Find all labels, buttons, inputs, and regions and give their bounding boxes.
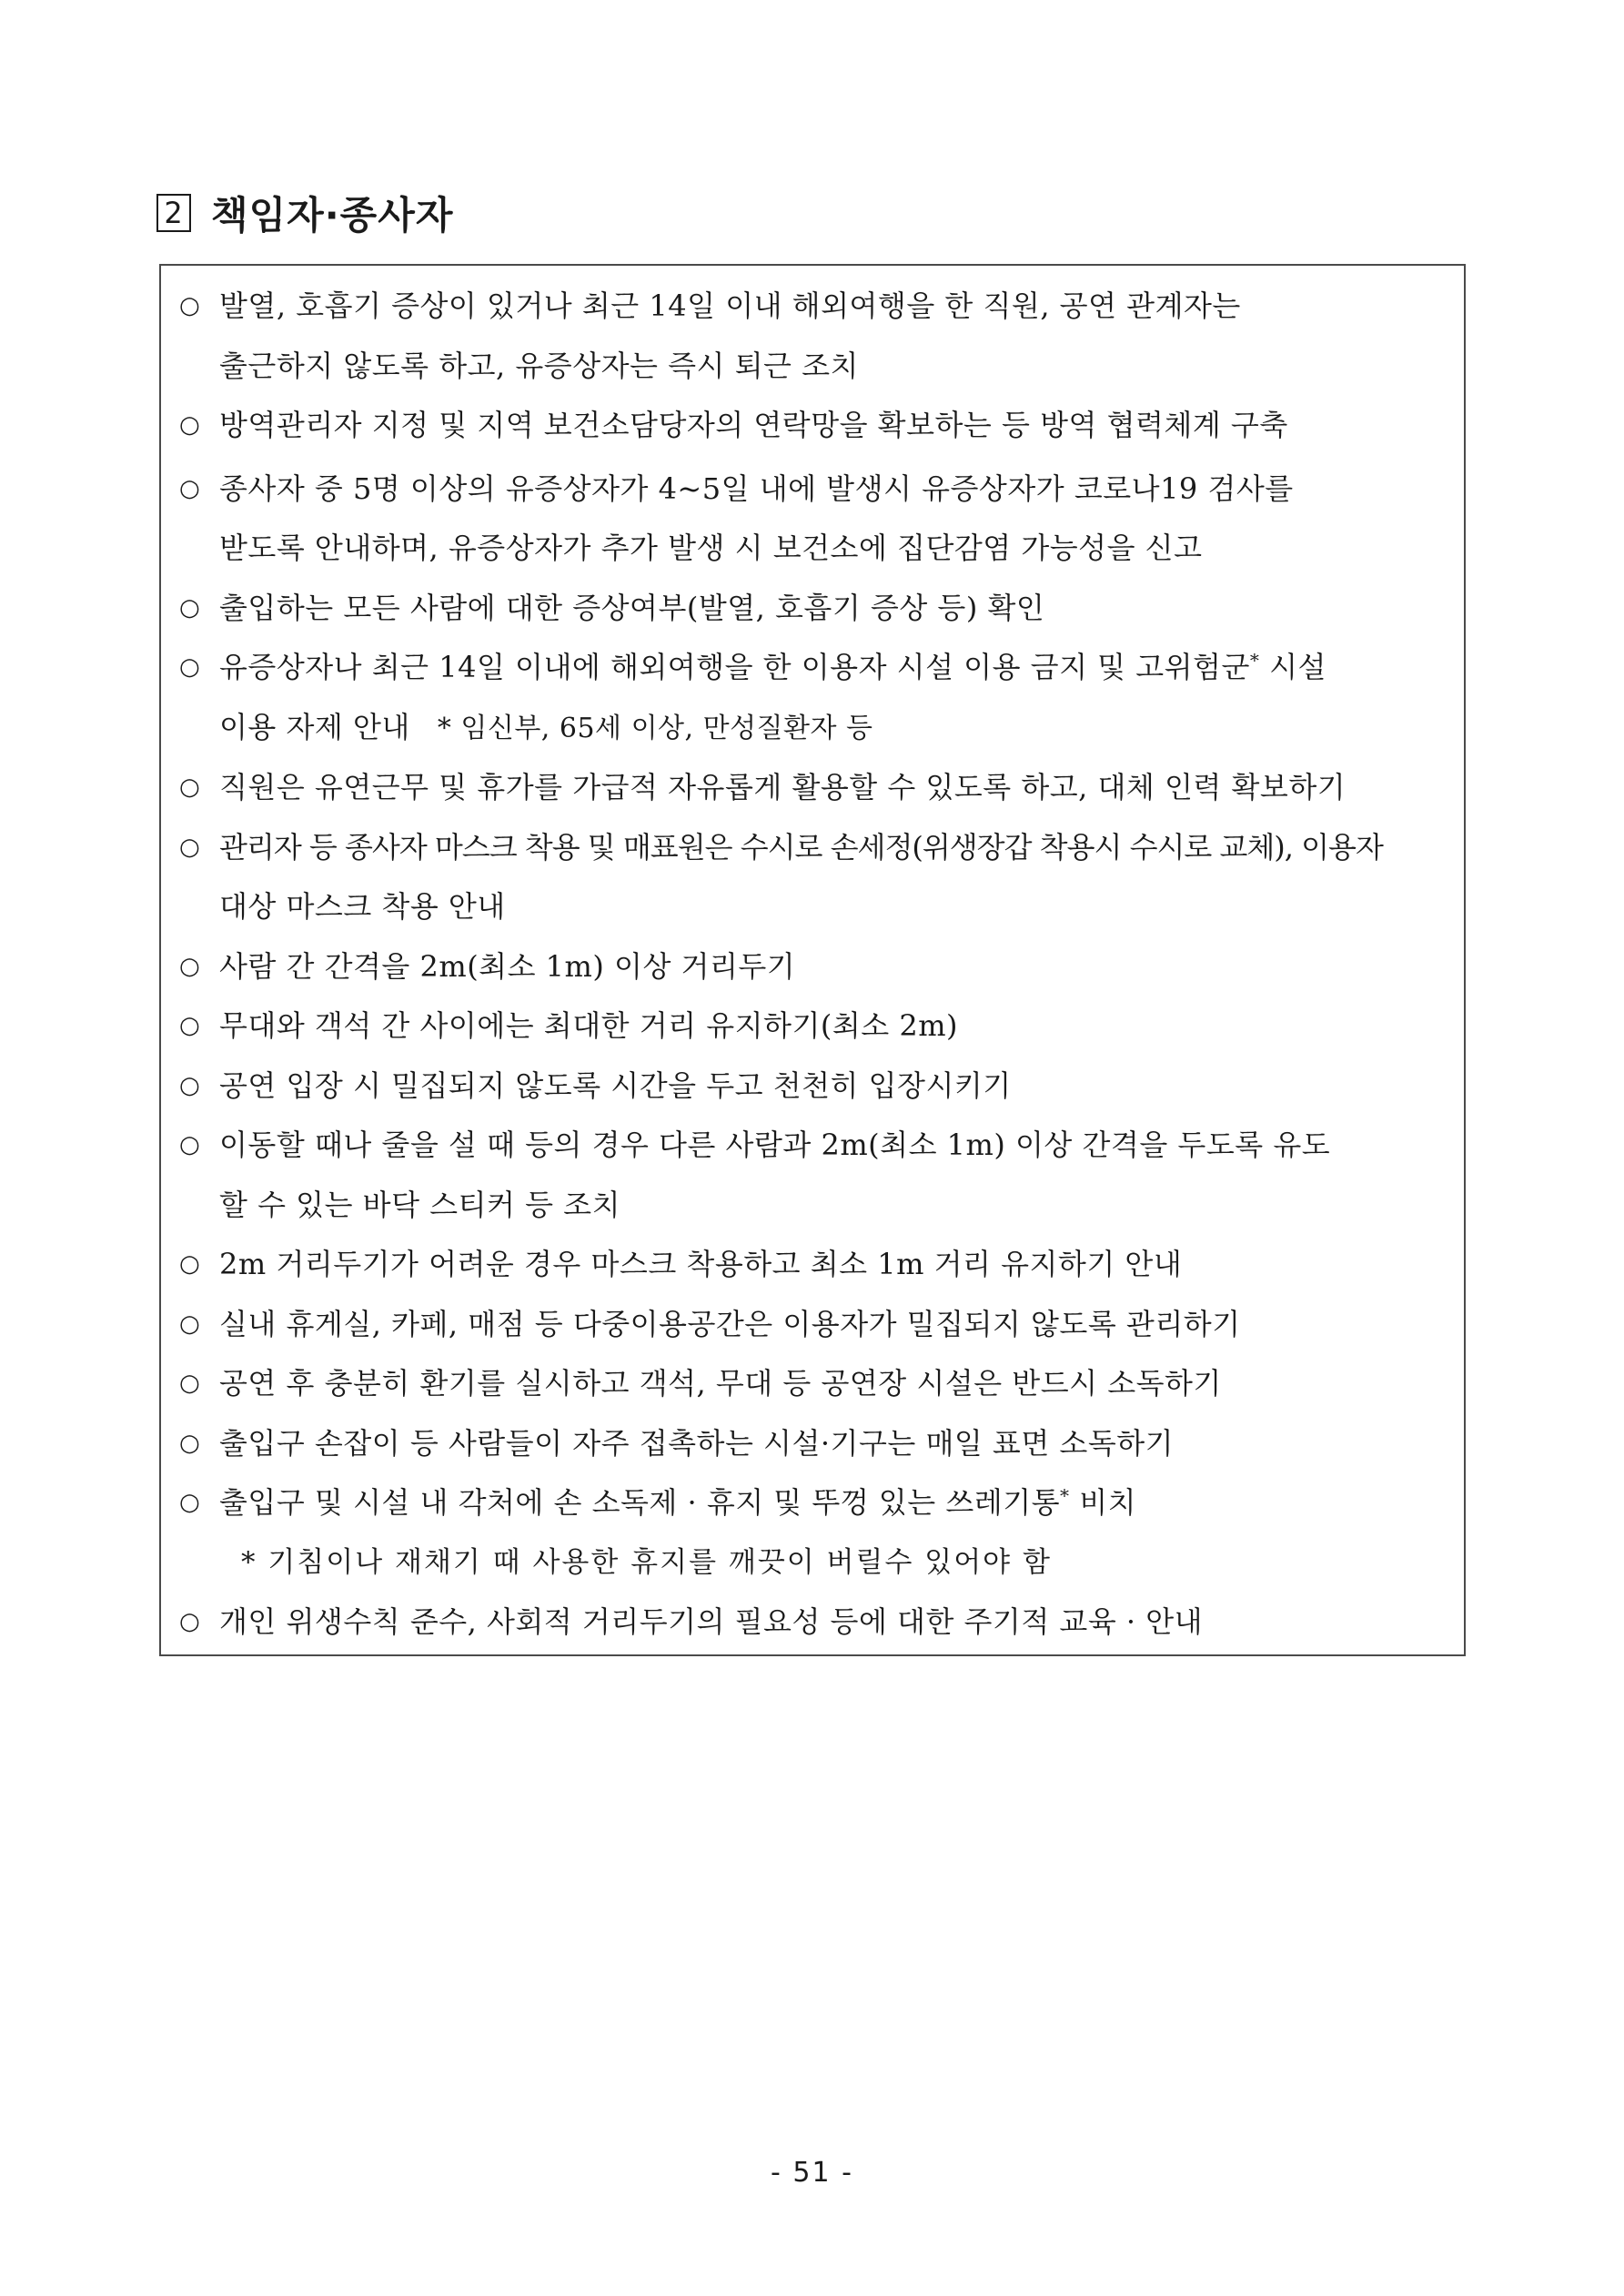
item-text: 관리자 등 종사자 마스크 착용 및 매표원은 수시로 손세정(위생장갑 착용시 수시로 교체), 이용자 [219,829,1383,865]
circle-bullet-icon: ○ [179,952,201,980]
item-text: 이용 자제 안내 [219,709,410,744]
guideline-list [177,277,1456,1653]
list-item [177,1057,1456,1117]
circle-bullet-icon: ○ [179,1370,201,1397]
circle-bullet-icon: ○ [179,593,201,622]
item-text: 받도록 안내하며, 유증상자가 추가 발생 시 보건소에 집단감염 가능성을 신고 [219,531,1203,565]
item-text: 할 수 있는 바닥 스티커 등 조치 [219,1187,620,1222]
item-text: 공연 후 충분히 환기를 실시하고 객석, 무대 등 공연장 시설은 반드시 소독하기 [219,1366,1222,1401]
list-item [177,1235,1456,1295]
item-text: 대상 마스크 착용 안내 [219,889,506,924]
section-number-box: 2 [156,194,191,232]
list-item [177,758,1456,818]
item-text: 방역관리자 지정 및 지역 보건소담당자의 연락망을 확보하는 등 방역 협력체계 구축 [219,408,1288,442]
list-item [177,996,1456,1057]
list-item [177,937,1456,997]
list-item [177,1473,1456,1533]
item-text: 2m 거리두기가 어려운 경우 마스크 착용하고 최소 1m 거리 유지하기 안내 [219,1247,1183,1281]
page-number: - 51 - [771,2157,853,2189]
footnote-marker: * [1060,1484,1070,1507]
circle-bullet-icon: ○ [179,1071,201,1099]
item-text: 출근하지 않도록 하고, 유증상자는 즉시 퇴근 조치 [219,348,859,383]
item-text: 출입구 손잡이 등 사람들이 자주 접촉하는 시설·기구는 매일 표면 소독하기 [219,1425,1175,1461]
circle-bullet-icon: ○ [179,1131,201,1158]
footnote-text: * 기침이나 재채기 때 사용한 휴지를 깨끗이 버릴수 있어야 함 [241,1545,1052,1579]
item-text: 직원은 유연근무 및 휴가를 가급적 자유롭게 활용할 수 있도록 하고, 대체 인력 확보하기 [219,770,1347,804]
item-text: 유증상자나 최근 14일 이내에 해외여행을 한 이용자 시설 이용 금지 및 고위험군 [219,650,1250,684]
circle-bullet-icon: ○ [179,653,201,681]
section-heading [156,186,453,240]
item-text: 실내 휴게실, 카페, 매점 등 다중이용공간은 이용자가 밀집되지 않도록 관리하기 [219,1306,1241,1341]
circle-bullet-icon: ○ [179,1489,201,1516]
item-text: 이동할 때나 줄을 설 때 등의 경우 다른 사람과 2m(최소 1m) 이상 간격을 두도록 유도 [219,1128,1331,1162]
item-text: 공연 입장 시 밀집되지 않도록 시간을 두고 천천히 입장시키기 [219,1067,1012,1103]
item-text: 출입하는 모든 사람에 대한 증상여부(발열, 호흡기 증상 등) 확인 [219,590,1045,625]
item-text: 개인 위생수칙 준수, 사회적 거리두기의 필요성 등에 대한 주기적 교육 · 안내 [219,1604,1204,1639]
item-text: 출입구 및 시설 내 각처에 손 소독제 · 휴지 및 뚜껑 있는 쓰레기통 [219,1485,1061,1520]
circle-bullet-icon: ○ [179,411,201,439]
item-text: 발열, 호흡기 증상이 있거나 최근 14일 이내 해외여행을 한 직원, 공연 관계자는 [219,288,1241,323]
circle-bullet-icon: ○ [179,474,201,502]
circle-bullet-icon: ○ [179,1012,201,1039]
list-item [177,1593,1456,1653]
circle-bullet-icon: ○ [179,1429,201,1457]
list-item [177,1116,1456,1235]
list-item [177,1295,1456,1355]
list-item [177,277,1456,396]
footnote-text: * 임신부, 65세 이상, 만성질환자 등 [437,712,873,744]
circle-bullet-icon: ○ [179,1250,201,1278]
list-item [177,638,1456,758]
list-item [177,460,1456,579]
item-text: 비치 [1069,1485,1137,1520]
circle-bullet-icon: ○ [179,292,201,319]
list-item [177,396,1456,456]
circle-bullet-icon: ○ [179,1608,201,1635]
circle-bullet-icon: ○ [179,833,201,861]
item-text: 사람 간 간격을 2m(최소 1m) 이상 거리두기 [219,948,796,984]
circle-bullet-icon: ○ [179,774,201,801]
item-text: 시설 [1259,650,1326,684]
list-item [177,1414,1456,1474]
footnote-marker: * [1249,649,1260,672]
section-title: 책임자·종사자 [211,193,454,238]
list-item [177,1354,1456,1414]
circle-bullet-icon: ○ [179,1310,201,1338]
list-item [177,579,1456,639]
list-item [177,818,1456,937]
item-text: 종사자 중 5명 이상의 유증상자가 4~5일 내에 발생시 유증상자가 코로나19 검사를 [219,470,1294,506]
item-text: 무대와 객석 간 사이에는 최대한 거리 유지하기(최소 2m) [219,1008,959,1043]
